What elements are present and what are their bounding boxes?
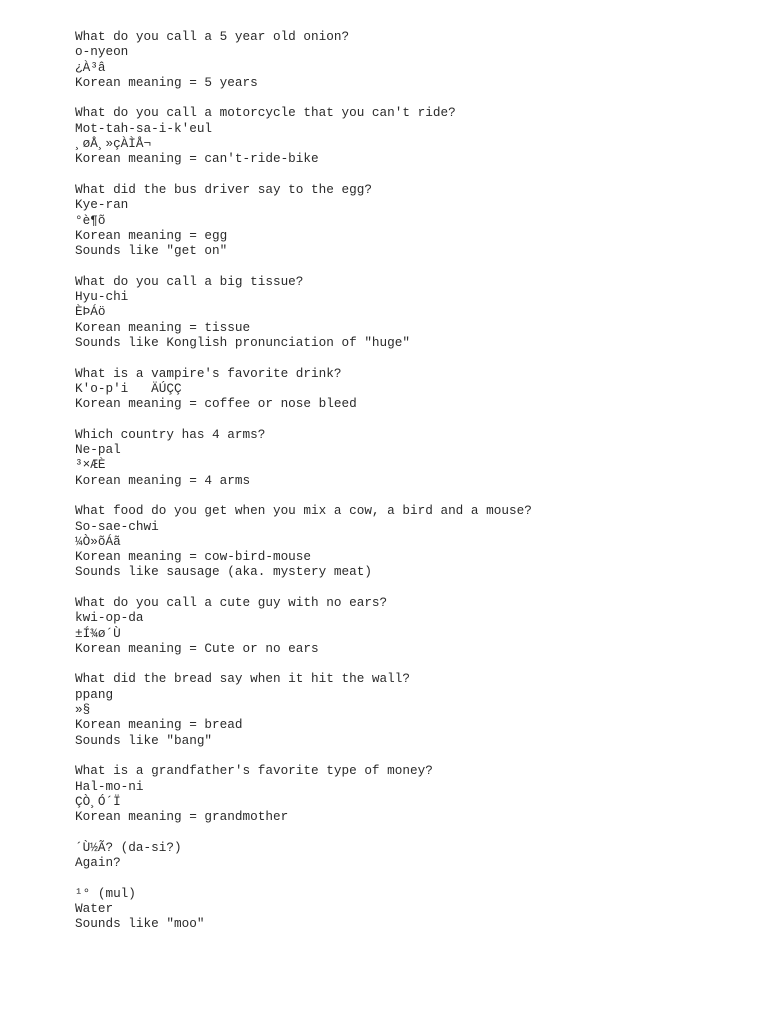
encoded-korean: °è¶õ (75, 212, 106, 228)
sounds-like: Sounds like "bang" (75, 732, 213, 748)
joke-cute-guy (75, 595, 755, 656)
joke-water (75, 886, 755, 932)
joke-bus-driver (75, 182, 755, 258)
joke-question: What food do you get when you mix a cow, a bird and a mouse? (75, 503, 532, 519)
joke-question: ¹° (mul) (75, 885, 136, 901)
joke-vampire (75, 366, 755, 412)
joke-question: What did the bus driver say to the egg? (75, 181, 372, 197)
sounds-like: Sounds like Konglish pronunciation of "huge" (75, 334, 411, 350)
joke-again (75, 840, 755, 871)
romanization: Hal-mo-ni (75, 778, 144, 794)
sounds-like: Sounds like "moo" (75, 916, 205, 932)
joke-onion (75, 29, 755, 90)
joke-grandfather (75, 763, 755, 824)
encoded-korean: ÇÒ¸Ó´Ï (75, 793, 121, 809)
document-body (75, 29, 755, 947)
korean-meaning: Korean meaning = Cute or no ears (75, 640, 319, 656)
korean-meaning: Korean meaning = can't-ride-bike (75, 151, 319, 167)
romanization: Ne-pal (75, 442, 121, 458)
encoded-korean: ¿À³â (75, 59, 106, 75)
sounds-like: Sounds like sausage (aka. mystery meat) (75, 564, 372, 580)
korean-meaning: Korean meaning = bread (75, 717, 243, 733)
joke-question: What is a vampire's favorite drink? (75, 365, 342, 381)
encoded-korean: ³×ÆÈ (75, 457, 106, 473)
joke-question: Which country has 4 arms? (75, 426, 266, 442)
korean-meaning: Korean meaning = 4 arms (75, 472, 251, 488)
encoded-korean: ±Í¾ø´Ù (75, 625, 121, 641)
romanization: kwi-op-da (75, 610, 144, 626)
korean-meaning: Korean meaning = coffee or nose bleed (75, 396, 357, 412)
korean-meaning: Korean meaning = grandmother (75, 809, 289, 825)
encoded-korean: ¸øÅ¸»çÀÌÅ¬ (75, 136, 152, 152)
korean-meaning: Korean meaning = tissue (75, 319, 251, 335)
romanization: So-sae-chwi (75, 518, 159, 534)
translation: Water (75, 900, 114, 916)
encoded-korean: »§ (75, 702, 91, 718)
joke-question: What did the bread say when it hit the wall? (75, 671, 411, 687)
joke-sausage (75, 503, 755, 579)
romanization: Kye-ran (75, 197, 129, 213)
joke-question: What is a grandfather's favorite type of money? (75, 763, 433, 779)
encoded-korean: ¼Ò»õÁã (75, 533, 121, 549)
joke-country (75, 427, 755, 488)
korean-meaning: Korean meaning = cow-bird-mouse (75, 549, 312, 565)
translation: Again? (75, 855, 121, 871)
joke-bread (75, 671, 755, 747)
romanization: Mot-tah-sa-i-k'eul (75, 120, 213, 136)
joke-question: What do you call a motorcycle that you can't ride? (75, 105, 456, 121)
joke-question: What do you call a 5 year old onion? (75, 29, 350, 44)
joke-question: What do you call a big tissue? (75, 273, 304, 289)
romanization: K'o-p'i ÄÚÇÇ (75, 380, 182, 396)
romanization: o-nyeon (75, 44, 129, 60)
romanization: ppang (75, 686, 114, 702)
joke-question: What do you call a cute guy with no ears? (75, 594, 388, 610)
korean-meaning: Korean meaning = egg (75, 227, 228, 243)
encoded-korean: ÈÞÁö (75, 304, 106, 320)
joke-question: ´Ù½Ã? (da-si?) (75, 839, 182, 855)
romanization: Hyu-chi (75, 289, 129, 305)
joke-motorcycle (75, 105, 755, 166)
sounds-like: Sounds like "get on" (75, 243, 228, 259)
korean-meaning: Korean meaning = 5 years (75, 74, 258, 90)
joke-tissue (75, 274, 755, 350)
